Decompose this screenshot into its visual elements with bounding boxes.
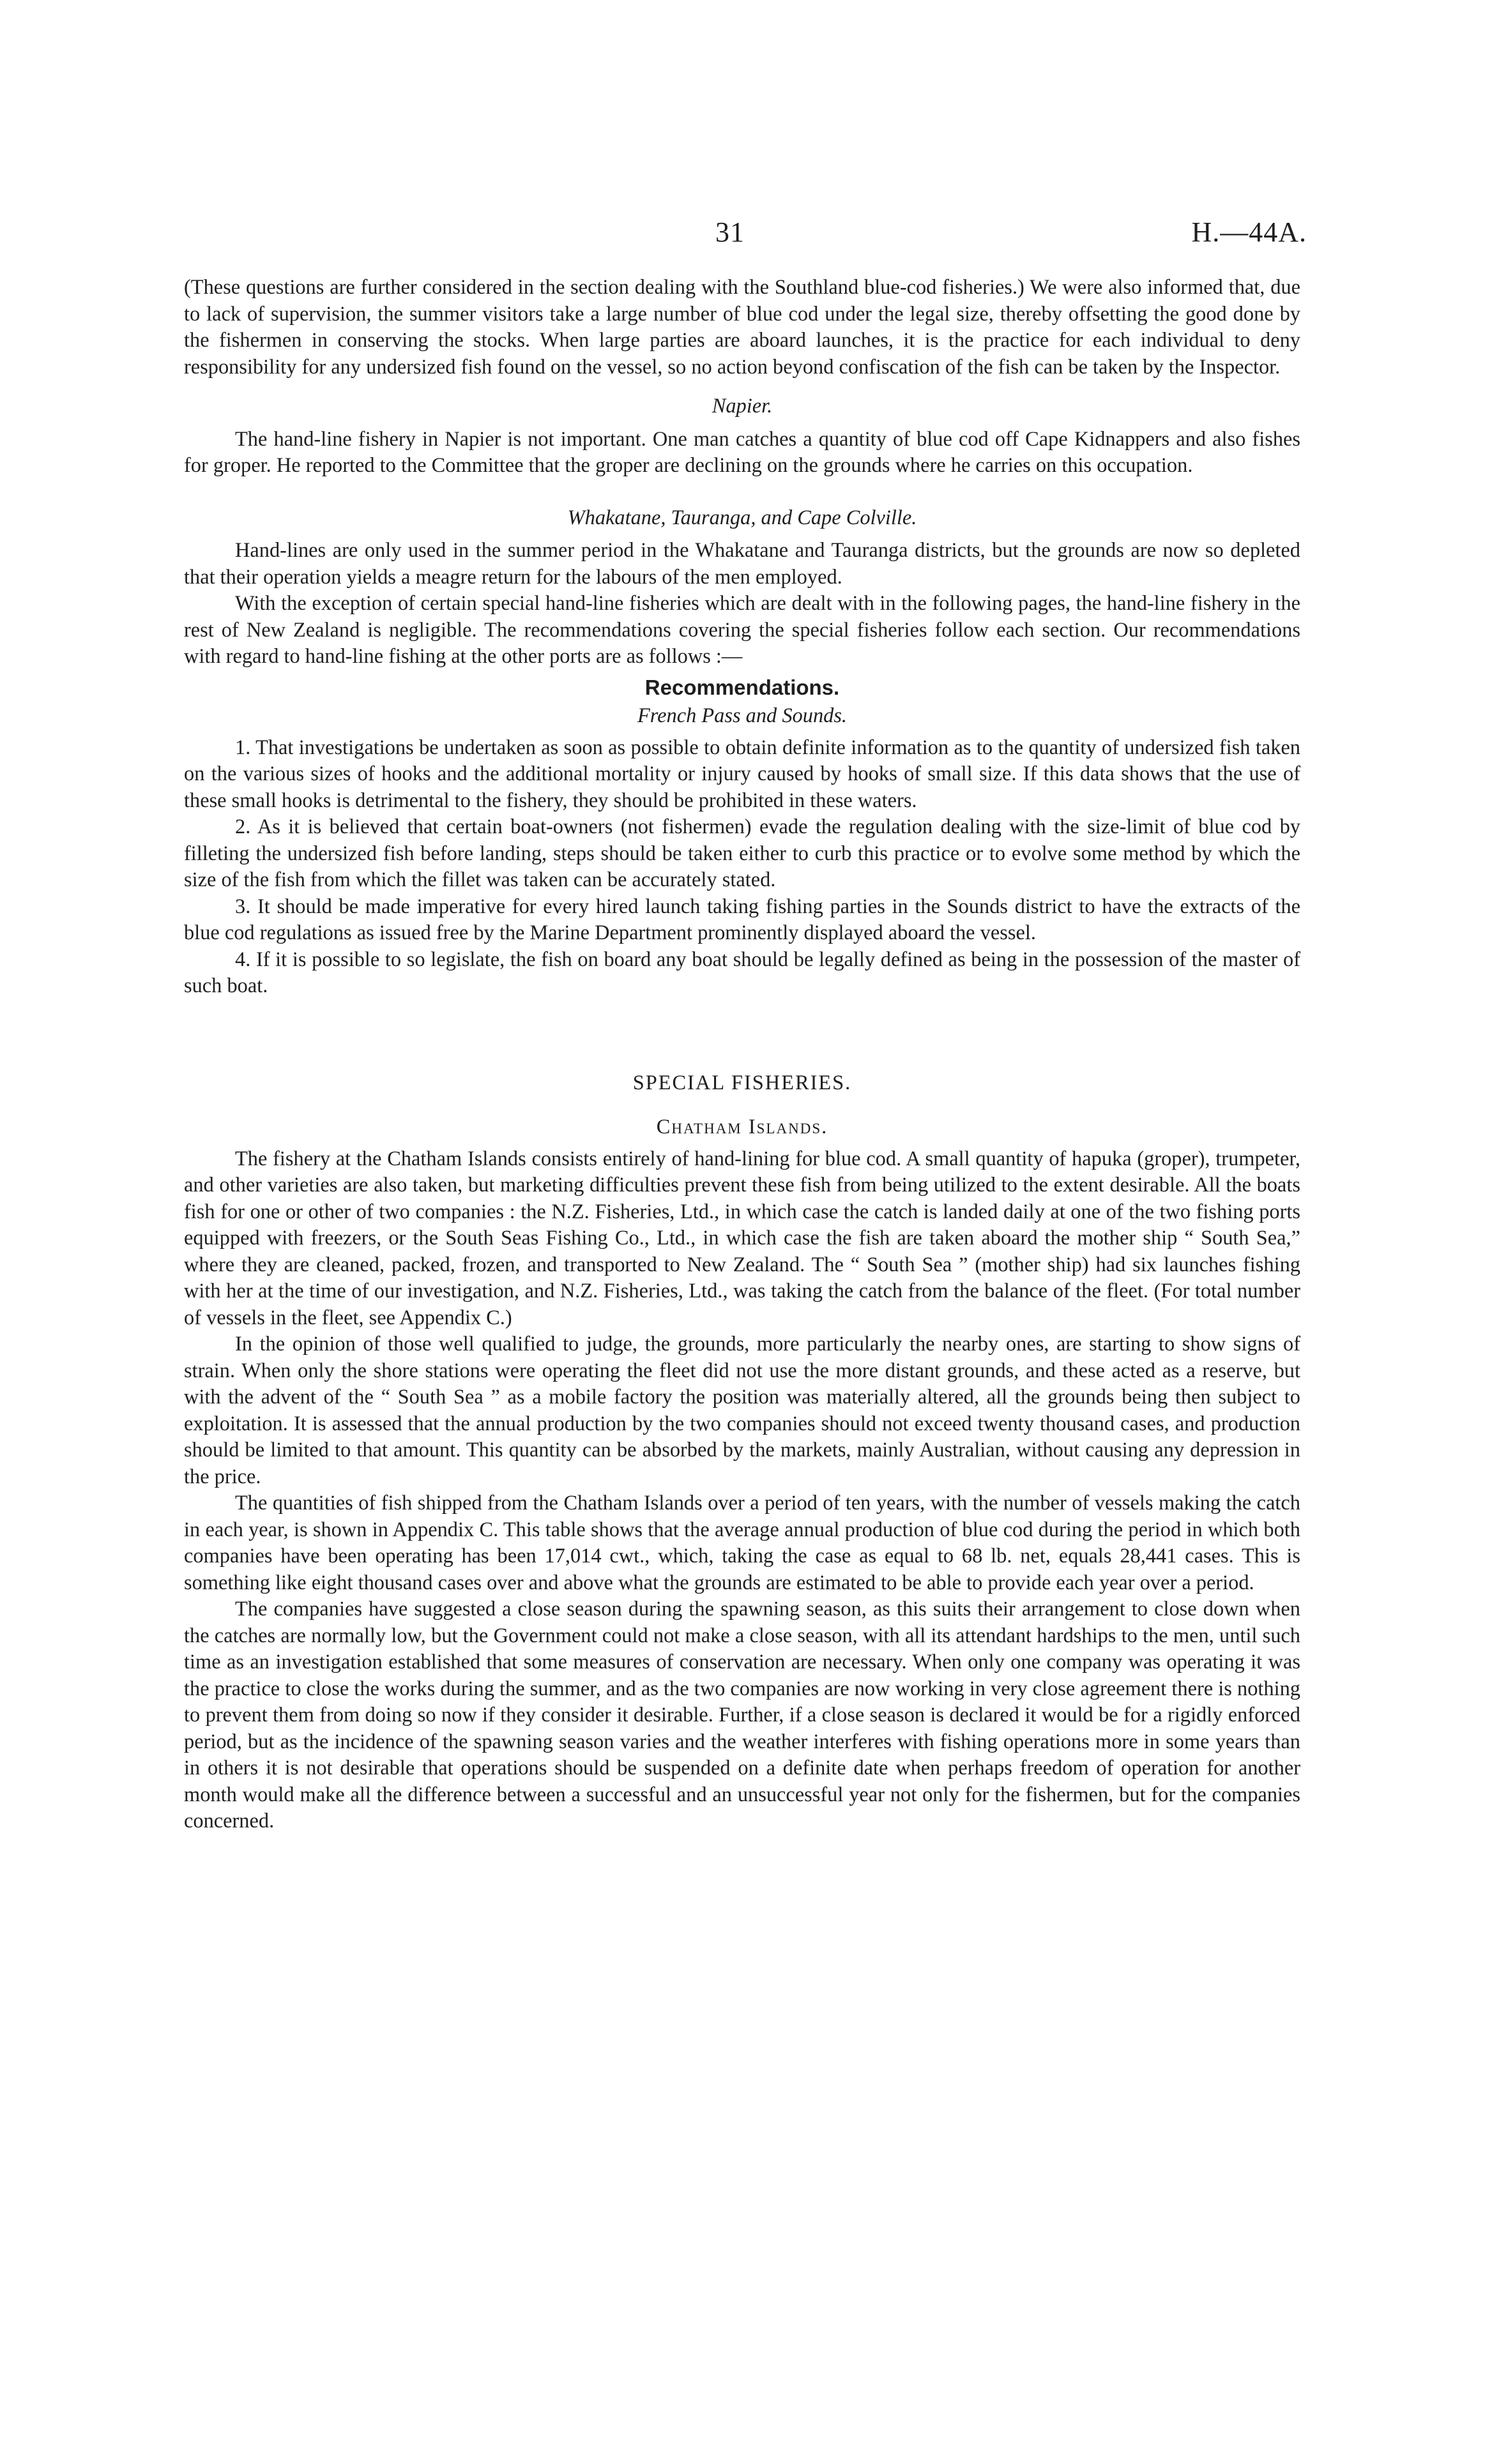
chatham-paragraph: In the opinion of those well qualified to judge, the grounds, more particularly the nearby ones, are starting to show signs of strain. When only the shore stations were operating the fleet did not use the more distant grounds, and these acted as a reserve, but with the advent of the “ South Sea ” as a mobile factory the position was materially altered, all the grounds being then subject to exploitation. It is assessed that the annual production by the two companies should not exceed twenty thousand cases, and production should be limited to that amount. This quantity can be absorbed by the markets, mainly Australian, without causing any depression in the price. <box>184 1333 1300 1488</box>
chatham-islands-heading: Chatham Islands. <box>656 1115 828 1138</box>
page-body <box>184 275 1300 1835</box>
recommendation-item: 2. As it is believed that certain boat-owners (not fishermen) evade the regulation dealing with the size-limit of blue cod by filleting the undersized fish before landing, steps should be taken either to curb this practice or to evolve some method by which the size of the fish from which the fillet was taken can be accurately stated. <box>184 815 1300 891</box>
whakatane-paragraph-1: Hand-lines are only used in the summer period in the Whakatane and Tauranga districts, but the grounds are now so depleted that their operation yields a meagre return for the labours of the men employed. <box>184 539 1300 589</box>
whakatane-heading: Whakatane, Tauranga, and Cape Colville. <box>567 506 917 529</box>
page-number: 31 <box>715 216 745 248</box>
special-fisheries-heading: SPECIAL FISHERIES. <box>632 1071 852 1094</box>
chatham-paragraph: The fishery at the Chatham Islands consists entirely of hand-lining for blue cod. A small quantity of hapuka (groper), trumpeter, and other varieties are also taken, but marketing difficulties prevent these fish from being utilized to the extent desirable. All the boats fish for one or other of two companies : the N.Z. Fisheries, Ltd., in which case the catch is landed daily at one of the two fishing ports equipped with freezers, or the South Seas Fishing Co., Ltd., in which case the fish are taken aboard the mother ship “ South Sea,” where they are cleaned, packed, frozen, and transported to New Zealand. The “ South Sea ” (mother ship) had six launches fishing with her at the time of our investigation, and N.Z. Fisheries, Ltd., was taking the catch from the balance of the fleet. (For total number of vessels in the fleet, see Appendix C.) <box>184 1147 1300 1329</box>
napier-heading: Napier. <box>712 395 773 418</box>
intro-paragraph: (These questions are further considered in the section dealing with the Southland blue-cod fisheries.) We were also informed that, due to lack of supervision, the summer visitors take a large number of blue cod under the legal size, thereby offsetting the good done by the fishermen in conserving the stocks. When large parties are aboard launches, it is the practice for each individual to deny responsibility for any undersized fish found on the vessel, so no action beyond confiscation of the fish can be taken by the Inspector. <box>184 276 1300 379</box>
napier-paragraph: The hand-line fishery in Napier is not important. One man catches a quantity of blue cod off Cape Kidnappers and also fishes for groper. He reported to the Committee that the groper are declining on the grounds where he carries on this occupation. <box>184 427 1300 477</box>
recommendation-item: 4. If it is possible to so legislate, the fish on board any boat should be legally defined as being in the possession of the master of such boat. <box>184 948 1300 997</box>
document-reference: H.—44A. <box>1191 216 1307 248</box>
chatham-paragraph: The quantities of fish shipped from the Chatham Islands over a period of ten years, with the number of vessels making the catch in each year, is shown in Appendix C. This table shows that the average annual production of blue cod during the period in which both companies have been operating has been 17,014 cwt., which, taking the case as equal to 68 lb. net, equals 28,441 cases. This is something like eight thousand cases over and above what the grounds are estimated to be able to provide each year over a period. <box>184 1492 1300 1594</box>
whakatane-paragraph-2: With the exception of certain special hand-line fisheries which are dealt with in the following pages, the hand-line fishery in the rest of New Zealand is negligible. The recommendations covering the special fisheries follow each section. Our recommendations with regard to hand-line fishing at the other ports are as follows :— <box>184 592 1300 668</box>
recommendation-item: 3. It should be made imperative for every hired launch taking fishing parties in the Sounds district to have the extracts of the blue cod regulations as issued free by the Marine Department prominently displayed aboard the vessel. <box>184 895 1300 944</box>
recommendation-item: 1. That investigations be undertaken as soon as possible to obtain definite information as to the quantity of undersized fish taken on the various sizes of hooks and the additional mortality or injury caused by hooks of small size. If this data shows that the use of these small hooks is detrimental to the fishery, they should be prohibited in these waters. <box>184 736 1300 812</box>
chatham-paragraph: The companies have suggested a close season during the spawning season, as this suits their arrangement to close down when the catches are normally low, but the Government could not make a close season, with all its attendant hardships to the men, until such time as an investigation established that some measures of conservation are necessary. When only one company was operating it was the practice to close the works during the summer, and as the two companies are now working in very close agreement there is nothing to prevent them from doing so now if they consider it desirable. Further, if a close season is declared it would be for a rigidly enforced period, but as the incidence of the spawning season varies and the weather interferes with fishing operations more in some years than in others it is not desirable that operations should be suspended on a definite date when perhaps freedom of operation for another month would make all the difference between a successful and an unsuccessful year not only for the fishermen, but for the companies concerned. <box>184 1598 1300 1833</box>
recommendations-subheading: French Pass and Sounds. <box>637 704 848 727</box>
recommendations-heading: Recommendations. <box>644 675 840 699</box>
